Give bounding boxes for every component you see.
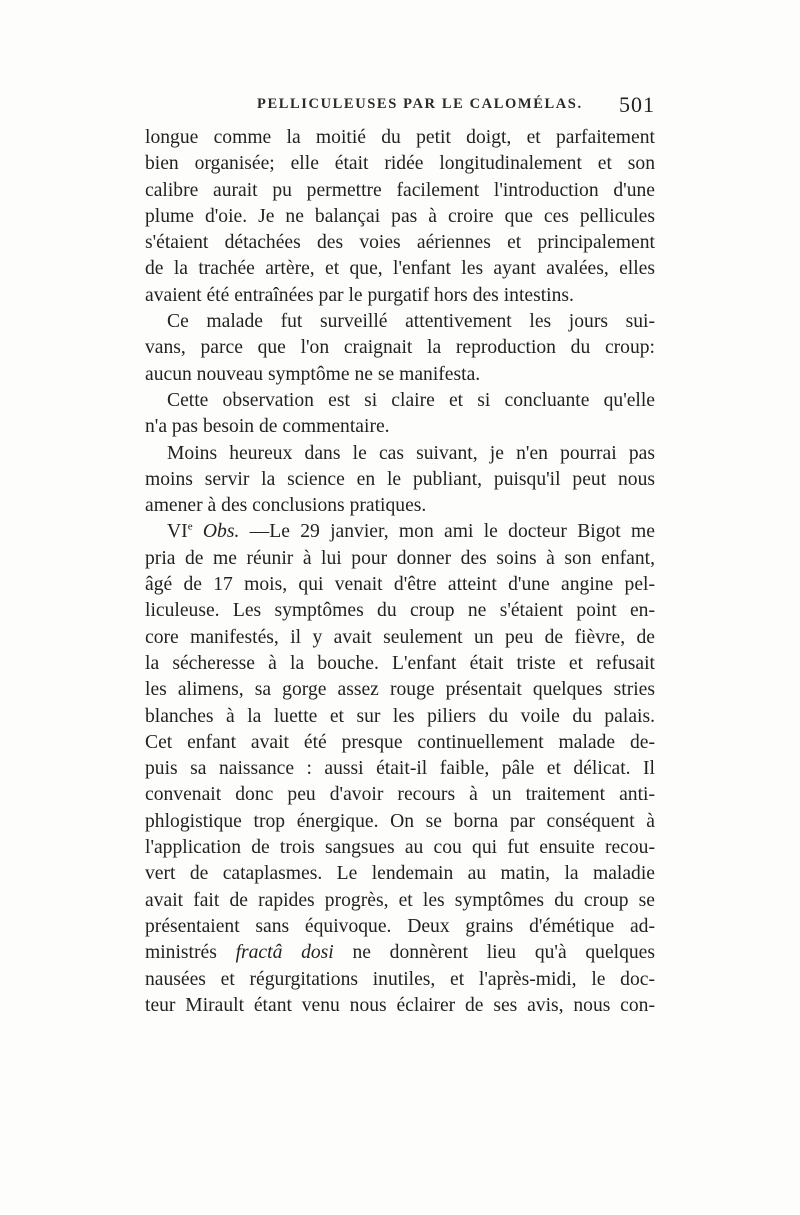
text-line: convenait donc peu d'avoir recours à un traitement anti- xyxy=(145,784,655,806)
observation-abbrev: Obs. xyxy=(202,521,240,543)
page-number: 501 xyxy=(619,92,655,117)
text-line: teur Mirault étant venu nous éclairer de ses avis, nous con- xyxy=(145,994,655,1016)
text-line: plume d'oie. Je ne balançai pas à croire que ces pellicules xyxy=(145,205,655,227)
text-line: l'application de trois sangsues au cou qui fut ensuite recou- xyxy=(145,837,655,859)
text-line: pria de me réunir à lui pour donner des soins à son enfant, xyxy=(145,547,655,569)
text-line: avaient été entraînées par le purgatif hors des intestins. xyxy=(145,284,574,306)
text-fragment: ministrés xyxy=(145,942,217,964)
observation-heading-line xyxy=(145,519,655,545)
body-text xyxy=(145,125,655,1019)
text-line: calibre aurait pu permettre facilement l'introduction d'une xyxy=(145,179,655,201)
text-line: s'étaient détachées des voies aériennes et principalement xyxy=(145,232,655,254)
text-line: puis sa naissance : aussi était-il faible, pâle et délicat. Il xyxy=(145,758,655,780)
text-line: liculeuse. Les symptômes du croup ne s'étaient point en- xyxy=(145,600,655,622)
text-line: vans, parce que l'on craignait la reproduction du croup: xyxy=(145,337,655,359)
observation-text: —Le 29 janvier, mon ami le docteur Bigot me xyxy=(249,521,655,543)
observation-numeral: VI xyxy=(167,521,188,543)
text-line: nausées et régurgitations inutiles, et l'après-midi, le doc- xyxy=(145,968,655,990)
text-line: core manifestés, il y avait seulement un peu de fièvre, de xyxy=(145,626,655,648)
text-line: phlogistique trop énergique. On se borna par conséquent à xyxy=(145,810,655,832)
text-line: bien organisée; elle était ridée longitudinalement et son xyxy=(145,153,655,175)
text-line: de la trachée artère, et que, l'enfant les ayant avalées, elles xyxy=(145,258,655,280)
page-header xyxy=(145,92,655,120)
observation-numeral-suffix: e xyxy=(187,520,193,533)
text-line: la sécheresse à la bouche. L'enfant était triste et refusait xyxy=(145,652,655,674)
text-line: avait fait de rapides progrès, et les symptômes du croup se xyxy=(145,889,655,911)
text-line: Cet enfant avait été presque continuellement malade de- xyxy=(145,731,655,753)
text-line: moins servir la science en le publiant, puisqu'il peut nous xyxy=(145,468,655,490)
text-line: amener à des conclusions pratiques. xyxy=(145,495,427,517)
text-line: présentaient sans équivoque. Deux grains d'émétique ad- xyxy=(145,915,655,937)
text-line: blanches à la luette et sur les piliers du voile du palais. xyxy=(145,705,655,727)
text-line: Moins heureux dans le cas suivant, je n'en pourrai pas xyxy=(167,442,655,464)
running-head: PELLICULEUSES PAR LE CALOMÉLAS. xyxy=(257,96,583,112)
text-line: Ce malade fut surveillé attentivement les jours sui- xyxy=(167,311,655,333)
text-line: n'a pas besoin de commentaire. xyxy=(145,416,390,438)
text-line-with-latin xyxy=(145,940,655,966)
text-line: aucun nouveau symptôme ne se manifesta. xyxy=(145,363,481,385)
text-line: longue comme la moitié du petit doigt, et parfaitement xyxy=(145,127,655,148)
text-fragment: ne donnèrent lieu qu'à quelques xyxy=(352,942,655,964)
text-line: âgé de 17 mois, qui venait d'être atteint d'une angine pel- xyxy=(145,574,655,596)
text-line: les alimens, sa gorge assez rouge présentait quelques stries xyxy=(145,679,655,701)
text-line: vert de cataplasmes. Le lendemain au matin, la maladie xyxy=(145,863,655,885)
text-line: Cette observation est si claire et si concluante qu'elle xyxy=(167,389,655,411)
latin-phrase: fractâ dosi xyxy=(235,942,334,964)
